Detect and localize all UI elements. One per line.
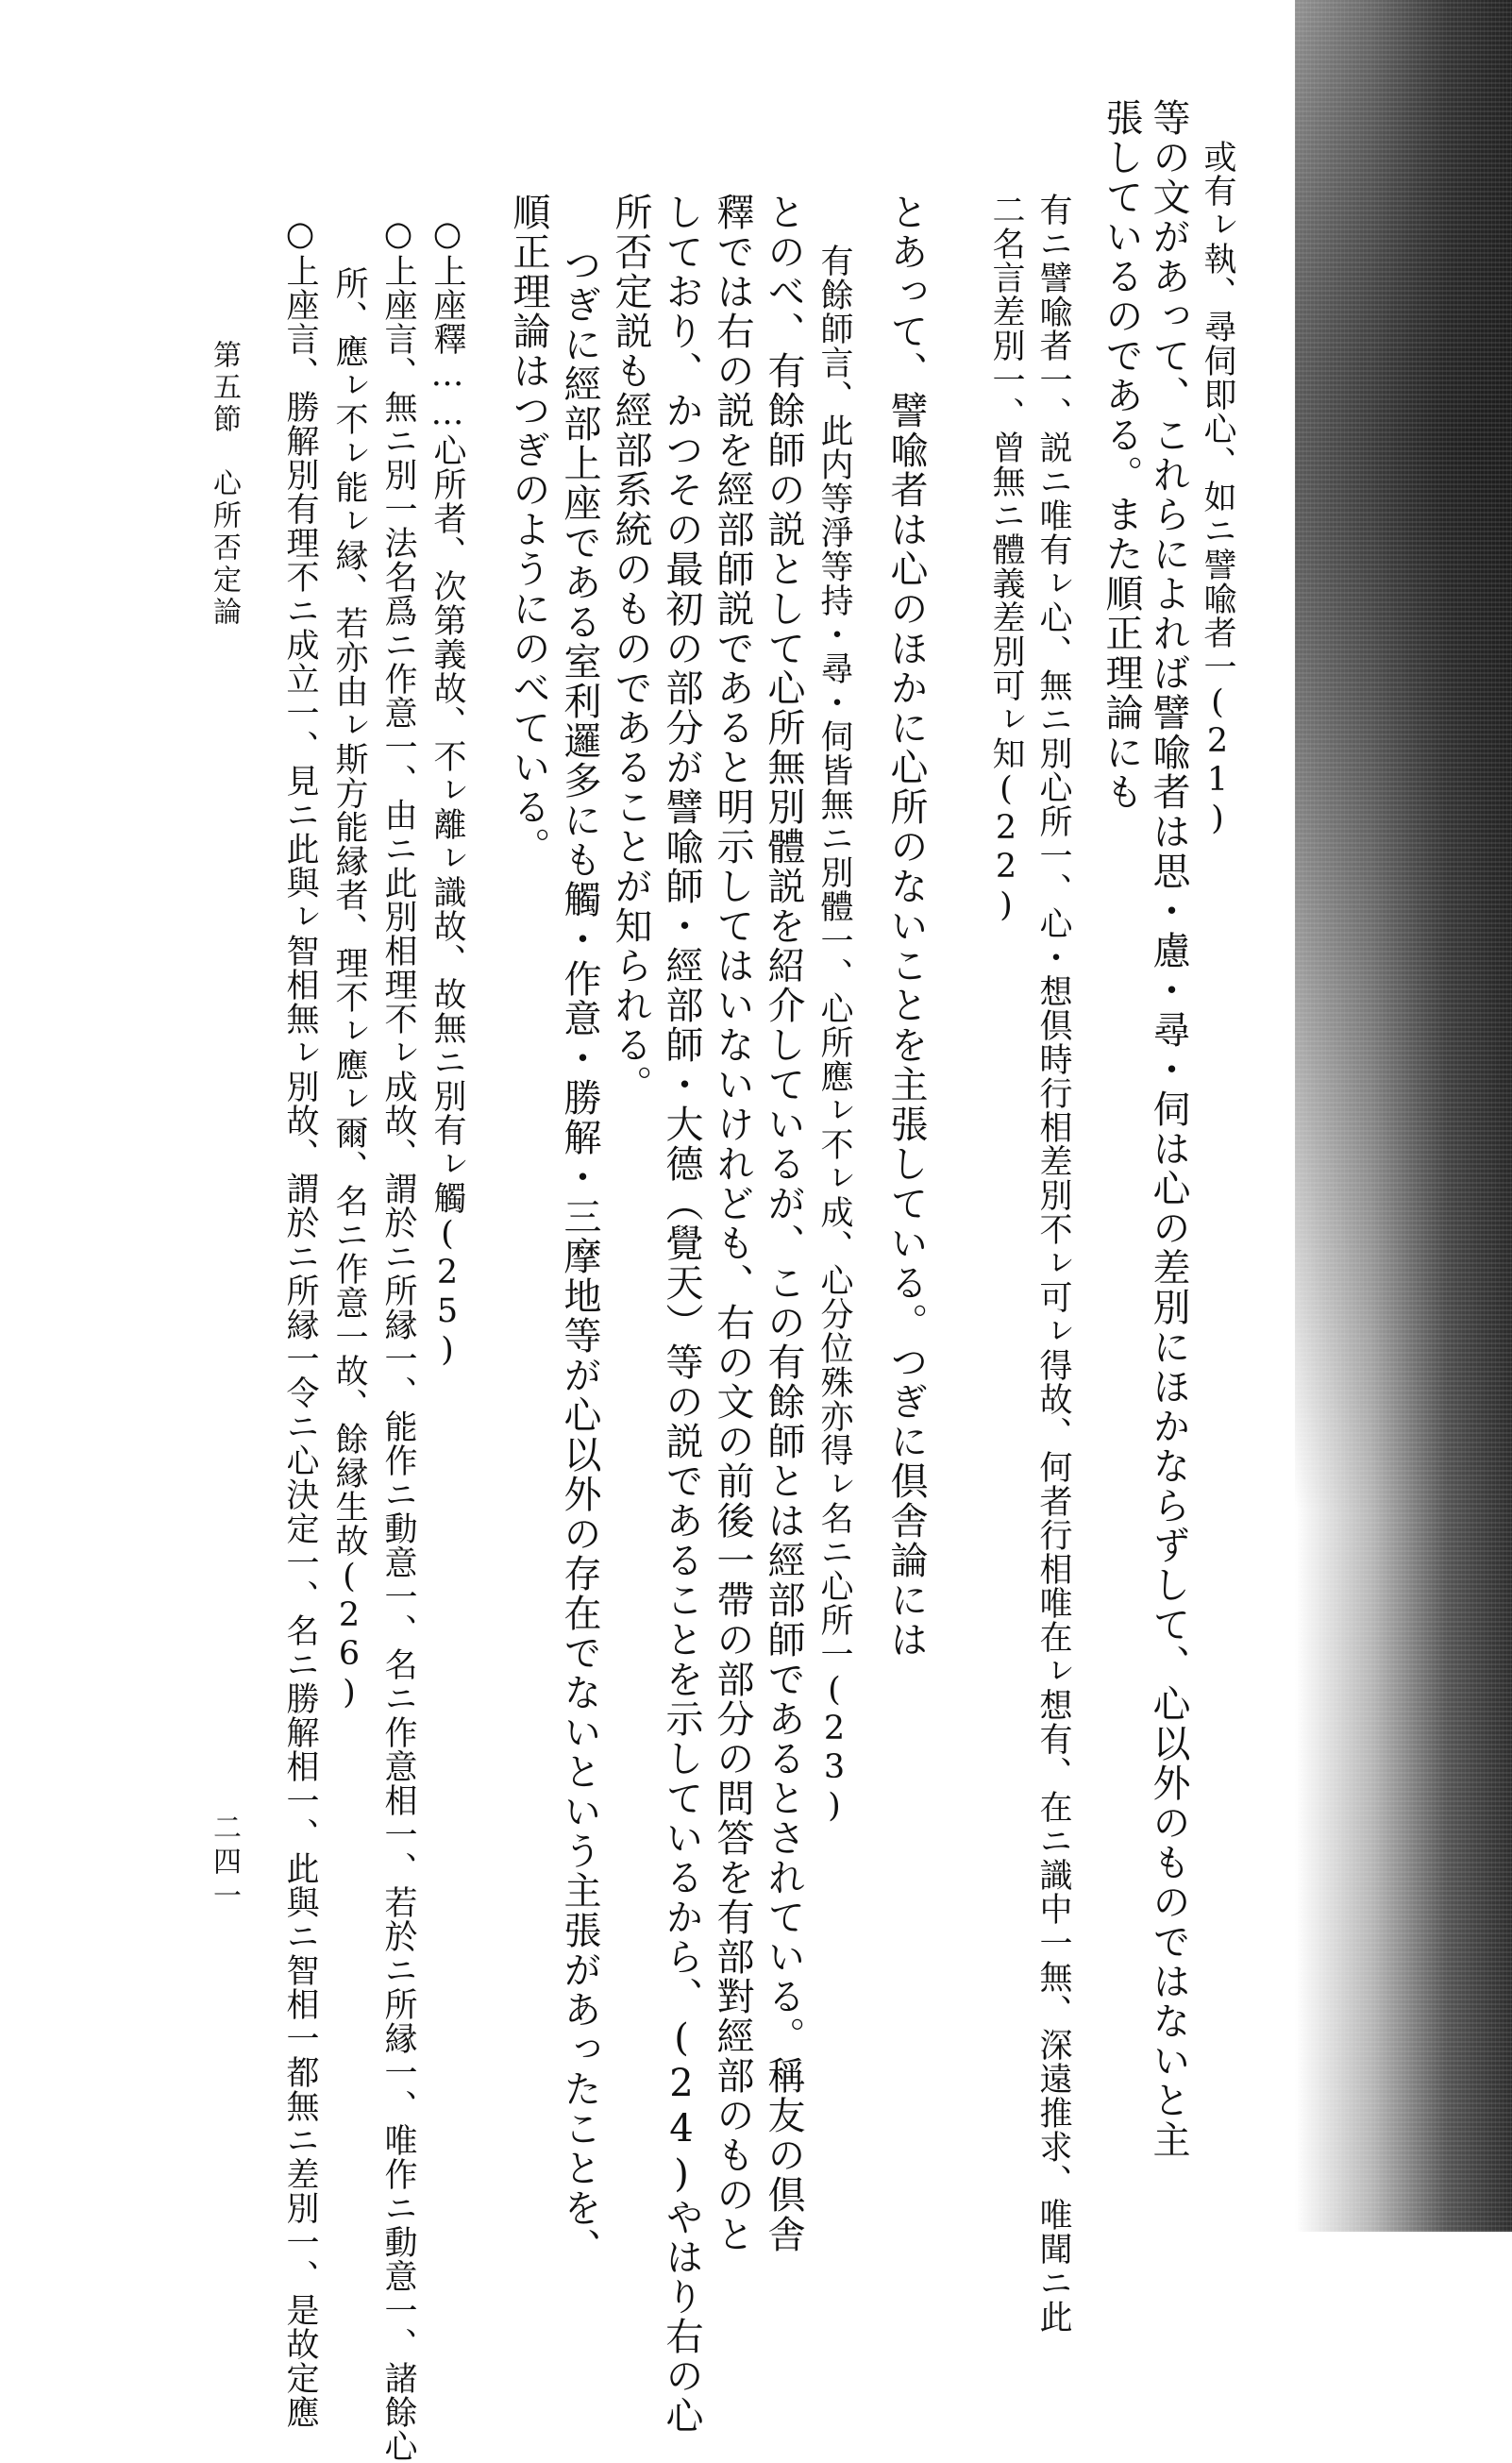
text-column-13: 順正理論はつぎのようにのべている。 <box>507 193 550 867</box>
page-number: 二四一 <box>208 1813 241 1915</box>
text-column-6: とあって、譬喩者は心のほかに心所のないことを主張している。つぎに倶舎論には <box>884 193 928 1660</box>
text-column-15: ○上座言、無ニ別一法名爲ニ作意一、由ニ此別相理不ㇾ成故、謂於ニ所縁一、能作ニ動意一、名ニ作意相一、若於ニ所縁一、唯作ニ動意一、諸餘心 <box>379 215 417 2463</box>
text-column-11: 所否定説も經部系統のものであることが知られる。 <box>609 193 652 1105</box>
text-column-4: 有ニ譬喩者一、説ニ唯有ㇾ心、無ニ別心所一、心・想倶時行相差別不ㇾ可ㇾ得故、何者行相唯在ㇾ想有、在ニ識中一無、深遠推求、唯聞ニ此 <box>1034 193 1072 2334</box>
text-column-2: 等の文があって、これらによれば譬喩者は思・慮・尋・伺は心の差別にほかならずして、心以外のものではないと主 <box>1147 98 1190 2160</box>
running-head: 第五節 心所否定論 <box>208 340 241 629</box>
text-column-8: とのべ、有餘師の説として心所無別體説を紹介しているが、この有餘師とは經部師であるとされている。稱友の倶舎 <box>762 193 805 2254</box>
text-column-1: 或有ㇾ執、尋伺即心、如ニ譬喩者一(21) <box>1199 140 1236 838</box>
text-column-7: 有餘師言、此内等淨等持・尋・伺皆無ニ別體一、心所應ㇾ不ㇾ成、心分位殊亦得ㇾ名ニ心所一(23) <box>815 244 853 1826</box>
text-column-14: ○上座釋……心所者、次第義故、不ㇾ離ㇾ識故、故無ニ別有ㇾ觸(25) <box>428 215 466 1370</box>
text-column-3: 張しているのである。また順正理論にも <box>1100 98 1143 812</box>
text-column-10: しており、かつその最初の部分が譬喩師・經部師・大德（覺天）等の説であることを示しているから、(24)やはり右の心 <box>660 193 703 2436</box>
text-column-17: ○上座言、勝解別有理不ニ成立一、見ニ此與ㇾ智相無ㇾ別故、謂於ニ所縁一令ニ心決定一、名ニ勝解相一、此與ニ智相一都無ニ差別一、是故定應 <box>281 215 319 2429</box>
text-column-16: 所、應ㇾ不ㇾ能ㇾ縁、若亦由ㇾ斯方能縁者、理不ㇾ應ㇾ爾、名ニ作意一故、餘縁生故(26) <box>330 266 368 1712</box>
text-column-9: 釋では右の説を經部師説であると明示してはいないけれども、右の文の前後一帶の部分の問答を有部對經部のものと <box>711 193 754 2254</box>
text-column-5: 二名言差別一、曾無ニ體義差別可ㇾ知(22) <box>987 193 1025 925</box>
scan-binding-shadow <box>1295 0 1512 2232</box>
text-column-12: つぎに經部上座である室利邏多にも觸・作意・勝解・三摩地等が心以外の存在でないという主張があったことを、 <box>558 245 601 2268</box>
